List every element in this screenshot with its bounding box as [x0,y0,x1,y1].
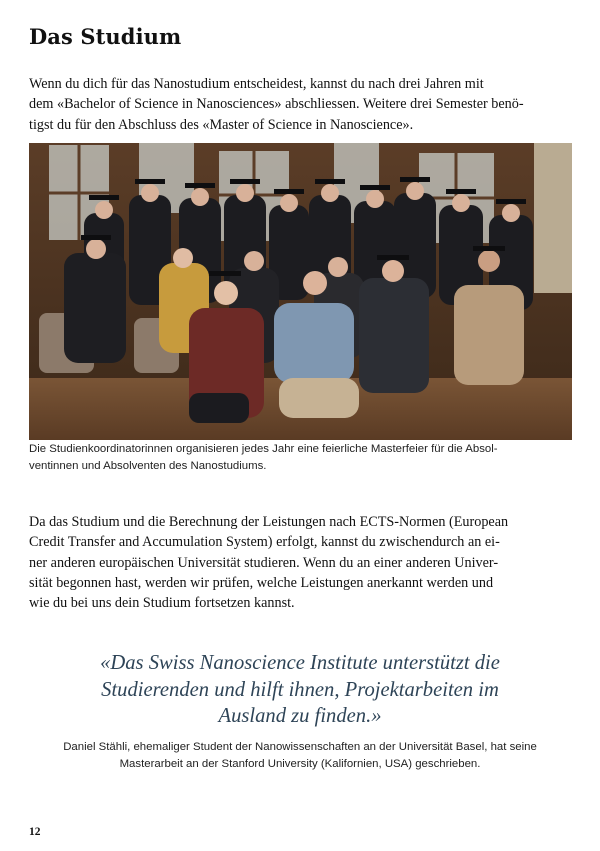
caption-line: ventinnen und Absolventen des Nanostudiums. [29,460,267,472]
body-paragraph [29,512,574,613]
page-number: 12 [29,826,41,838]
body-line: Da das Studium und die Berechnung der Leistungen nach ECTS-Normen (European [29,514,509,530]
attribution-line: Daniel Stähli, ehemaliger Student der Nanowissenschaften an der Universität Basel, hat seine [63,741,537,753]
quote-attribution [20,739,580,772]
quote-line: Studierenden und hilft ihnen, Projektarbeiten im [101,678,499,701]
body-line: sität begonnen hast, werden wir prüfen, welche Leistungen anerkannt werden und [29,574,494,591]
attribution-line: Masterarbeit an der Stanford University (Kalifornien, USA) geschrieben. [119,757,481,770]
pull-quote [30,650,570,730]
intro-line: dem «Bachelor of Science in Nanosciences» abschliessen. Weitere drei Semester benö- [29,96,524,113]
intro-line: Wenn du dich für das Nanostudium entscheidest, kannst du nach drei Jahren mit [29,76,484,92]
body-line: Credit Transfer and Accumulation System) erfolgt, kannst du zwischendurch an ei- [29,534,500,551]
intro-line: tigst du für den Abschluss des «Master of Science in Nanoscience». [29,116,414,133]
photo-caption [29,441,574,475]
quote-line: «Das Swiss Nanoscience Institute unterstützt die [100,652,500,674]
intro-paragraph [29,74,574,135]
caption-line: Die Studienkoordinatorinnen organisieren jedes Jahr eine feierliche Masterfeier für die Absol- [29,443,498,455]
page-title: Das Studium [29,24,182,49]
graduation-photo [29,143,572,440]
body-line: ner anderen europäischen Universität studieren. Wenn du an einer anderen Univer- [29,554,499,571]
quote-line: Ausland zu finden.» [218,705,382,727]
body-line: wie du bei uns dein Studium fortsetzen kannst. [29,595,295,612]
